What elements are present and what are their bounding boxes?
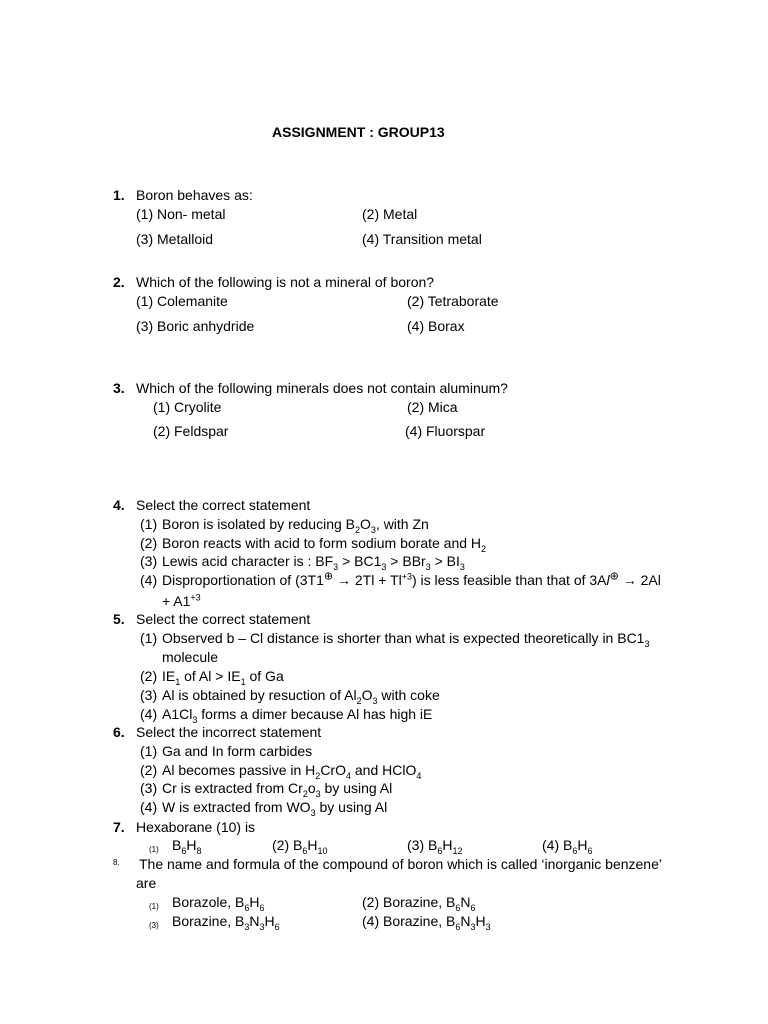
option-2: (2) Metal (362, 206, 418, 222)
option-2: (2) Borazine, $B_6N_6$ (362, 894, 476, 913)
option-2: Boron reacts with acid to form sodium borate and $H_2$ (162, 535, 487, 554)
option-2: $IE_1$ of $Al > IE_1$ of Ga (162, 668, 284, 687)
option-1: (1) Non- metal (136, 206, 226, 222)
option-4: Disproportionation of $(3T1^\oplus \to 2Tl + Tl^{+3})$ is less feasible than that of 3Al⊕ → 2Al (162, 570, 661, 588)
option-1-continued: molecule (162, 649, 219, 665)
option-label: (3) (140, 780, 158, 796)
option-4: (4) Fluorspar (405, 423, 486, 439)
question-number: 3. (113, 380, 125, 396)
option-1: Boron is isolated by reducing $B_2O_3$, with Zn (162, 516, 429, 535)
option-label: (1) (140, 516, 158, 532)
option-label: (2) (140, 535, 158, 551)
option-2: (2) Tetraborate (407, 293, 499, 309)
option-4: (4) Borax (407, 318, 465, 334)
option-label: (3) (140, 553, 158, 569)
question-number: 7. (113, 819, 125, 835)
question-text-continued: are (136, 875, 157, 891)
option-2: (2) Mica (407, 399, 458, 415)
option-4: $A1Cl_3$ forms a dimer because Al has high iE (162, 706, 433, 725)
question-number: 8. (113, 858, 120, 867)
option-4-continued: + $A1^{+3}$ (162, 592, 201, 609)
question-text: Select the correct statement (136, 497, 311, 513)
question-number: 6. (113, 724, 125, 740)
option-3: Lewis acid character is : $BF_3 > BC1_3 > BBr_3 > BI_3$ (162, 553, 465, 572)
option-3: (3) Boric anhydride (136, 318, 255, 334)
question-text: Which of the following minerals does not contain aluminum? (136, 380, 508, 396)
option-4: (4) Transition metal (362, 231, 482, 247)
question-number: 5. (113, 611, 125, 627)
option-label: (4) (140, 799, 158, 815)
option-1: Borazole, $B_6H_6$ (172, 894, 265, 913)
option-3: (3) Metalloid (136, 231, 214, 247)
question-text: The name and formula of the compound of boron which is called ‘inorganic benzene’ (139, 856, 662, 872)
question-number: 1. (113, 187, 125, 203)
option-1: Observed b – Cl distance is shorter than what is expected theoretically in $BC1_3$ (162, 630, 650, 649)
option-1: $B_6H_8$ (172, 837, 202, 856)
question-text: Which of the following is not a mineral of boron? (136, 274, 435, 290)
option-label: (1) (140, 743, 158, 759)
option-1: Ga and In form carbides (162, 743, 313, 759)
option-1: (1) Cryolite (153, 399, 222, 415)
option-4: W is extracted from $WO_3$ by using Al (162, 799, 388, 818)
page-title: ASSIGNMENT : GROUP13 (272, 124, 445, 140)
option-3: (2) Feldspar (153, 423, 229, 439)
option-3: Al is obtained by resuction of $Al_2O_3$ with coke (162, 687, 440, 706)
option-label: (3) (140, 687, 158, 703)
question-number: 4. (113, 497, 125, 513)
option-4: (4) $B_6H_6$ (542, 837, 593, 856)
option-2: Al becomes passive in $H_2CrO_4$ and HClO$_4$ (162, 762, 422, 781)
question-text: Select the correct statement (136, 611, 311, 627)
option-3: (3) $B_6H_{12}$ (407, 837, 463, 856)
option-label: (4) (140, 706, 158, 722)
question-text: Select the incorrect statement (136, 724, 322, 740)
option-4: (4) Borazine, $B_6N_3H_3$ (362, 913, 491, 932)
option-label: (1) (149, 845, 159, 854)
option-2: (2) $B_6H_{10}$ (272, 837, 328, 856)
question-text: Hexaborane (10) is (136, 819, 256, 835)
question-text: Boron behaves as: (136, 187, 253, 203)
option-label: (2) (140, 668, 158, 684)
option-label: (1) (149, 902, 159, 911)
option-label: (4) (140, 572, 158, 588)
option-3: Cr is extracted from $Cr_2o_3$ by using Al (162, 780, 393, 799)
question-number: 2. (113, 274, 125, 290)
option-label: (1) (140, 630, 158, 646)
option-label: (3) (149, 921, 159, 930)
option-3: Borazine, $B_3N_3H_6$ (172, 913, 280, 932)
option-label: (2) (140, 762, 158, 778)
option-1: (1) Colemanite (136, 293, 228, 309)
